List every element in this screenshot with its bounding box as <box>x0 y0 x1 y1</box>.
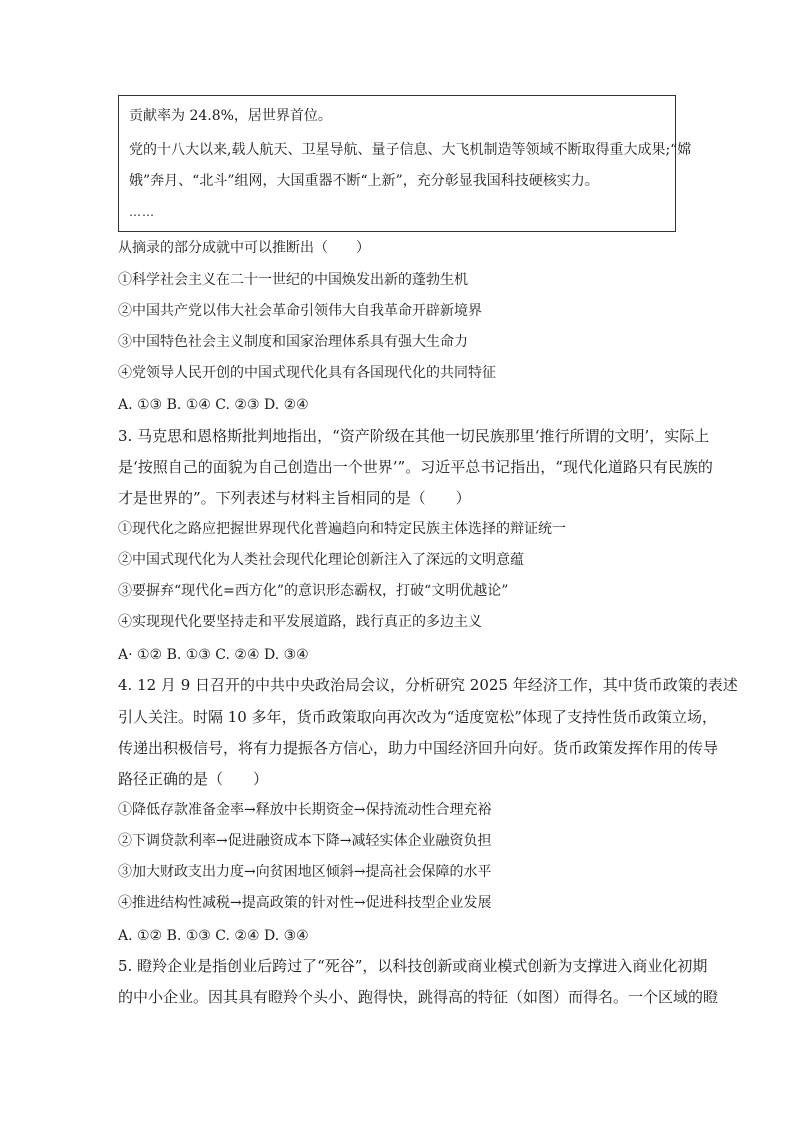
q3-answers: A· ①② B. ①③ C. ②④ D. ③④ <box>118 647 309 663</box>
q3-option-3: ③要摒弃“现代化=西方化”的意识形态霸权，打破“文明优越论” <box>118 583 509 599</box>
q4-stem-line: 4. 12 月 9 日召开的中共中央政治局会议，分析研究 2025 年经济工作，其中货币政策的表述 <box>118 676 738 694</box>
material-line: 娥”奔月、“北斗”组网，大国重器不断“上新”，充分彰显我国科技硬核实力。 <box>129 173 599 189</box>
q4-option-3: ③加大财政支出力度→向贫困地区倾斜→提高社会保障的水平 <box>118 864 492 880</box>
q4-option-1: ①降低存款准备金率→释放中长期资金→保持流动性合理充裕 <box>118 802 492 818</box>
q2-stem: 从摘录的部分成就中可以推断出（ ） <box>118 240 370 256</box>
q2-option-3: ③中国特色社会主义制度和国家治理体系具有强大生命力 <box>118 334 468 350</box>
q3-option-4: ④实现现代化要坚持走和平发展道路，践行真正的多边主义 <box>118 614 482 630</box>
q2-option-4: ④党领导人民开创的中国式现代化具有各国现代化的共同特征 <box>118 365 496 381</box>
q3-stem-line: 3. 马克思和恩格斯批判地指出，“资产阶级在其他一切民族那里‘推行所谓的文明’，实际上 <box>118 427 710 445</box>
q5-stem-line: 的中小企业。因其具有瞪羚个头小、跑得快，跳得高的特征（如图）而得名。一个区域的瞪 <box>118 988 719 1006</box>
q4-option-2: ②下调贷款利率→促进融资成本下降→减轻实体企业融资负担 <box>118 833 492 849</box>
q3-stem-line: 才是世界的”。下列表述与材料主旨相同的是（ ） <box>118 489 471 507</box>
q3-option-1: ①现代化之路应把握世界现代化普遍趋向和特定民族主体选择的辩证统一 <box>118 521 566 537</box>
q3-option-2: ②中国式现代化为人类社会现代化理论创新注入了深远的文明意蕴 <box>118 552 524 568</box>
material-ellipsis: …… <box>129 205 155 219</box>
q4-stem-line: 路径正确的是（ ） <box>118 770 269 788</box>
q4-stem-line: 引人关注。时隔 10 多年，货币政策取向再次改为“适度宽松”体现了支持性货币政策立场， <box>118 708 717 726</box>
q3-stem-line: 是‘按照自己的面貌为自己创造出一个世界’”。习近平总书记指出，“现代化道路只有民族的 <box>118 458 713 476</box>
q4-answers: A. ①② B. ①③ C. ②④ D. ③④ <box>118 928 309 944</box>
q2-answers: A. ①③ B. ①④ C. ②③ D. ②④ <box>118 397 309 413</box>
q2-option-2: ②中国共产党以伟大社会革命引领伟大自我革命开辟新境界 <box>118 303 482 319</box>
q5-stem-line: 5. 瞪羚企业是指创业后跨过了“死谷”，以科技创新或商业模式创新为支撑进入商业化初期 <box>118 957 708 975</box>
material-line: 贡献率为 24.8%，居世界首位。 <box>129 108 332 124</box>
q4-option-4: ④推进结构性减税→提高政策的针对性→促进科技型企业发展 <box>118 895 492 911</box>
q4-stem-line: 传递出积极信号，将有力提振各方信心，助力中国经济回升向好。货币政策发挥作用的传导 <box>118 739 719 757</box>
q2-option-1: ①科学社会主义在二十一世纪的中国焕发出新的蓬勃生机 <box>118 272 468 288</box>
material-line: 党的十八大以来,载人航天、卫星导航、量子信息、大飞机制造等领域不断取得重大成果;“嫦 <box>129 142 692 158</box>
material-box <box>118 95 692 232</box>
